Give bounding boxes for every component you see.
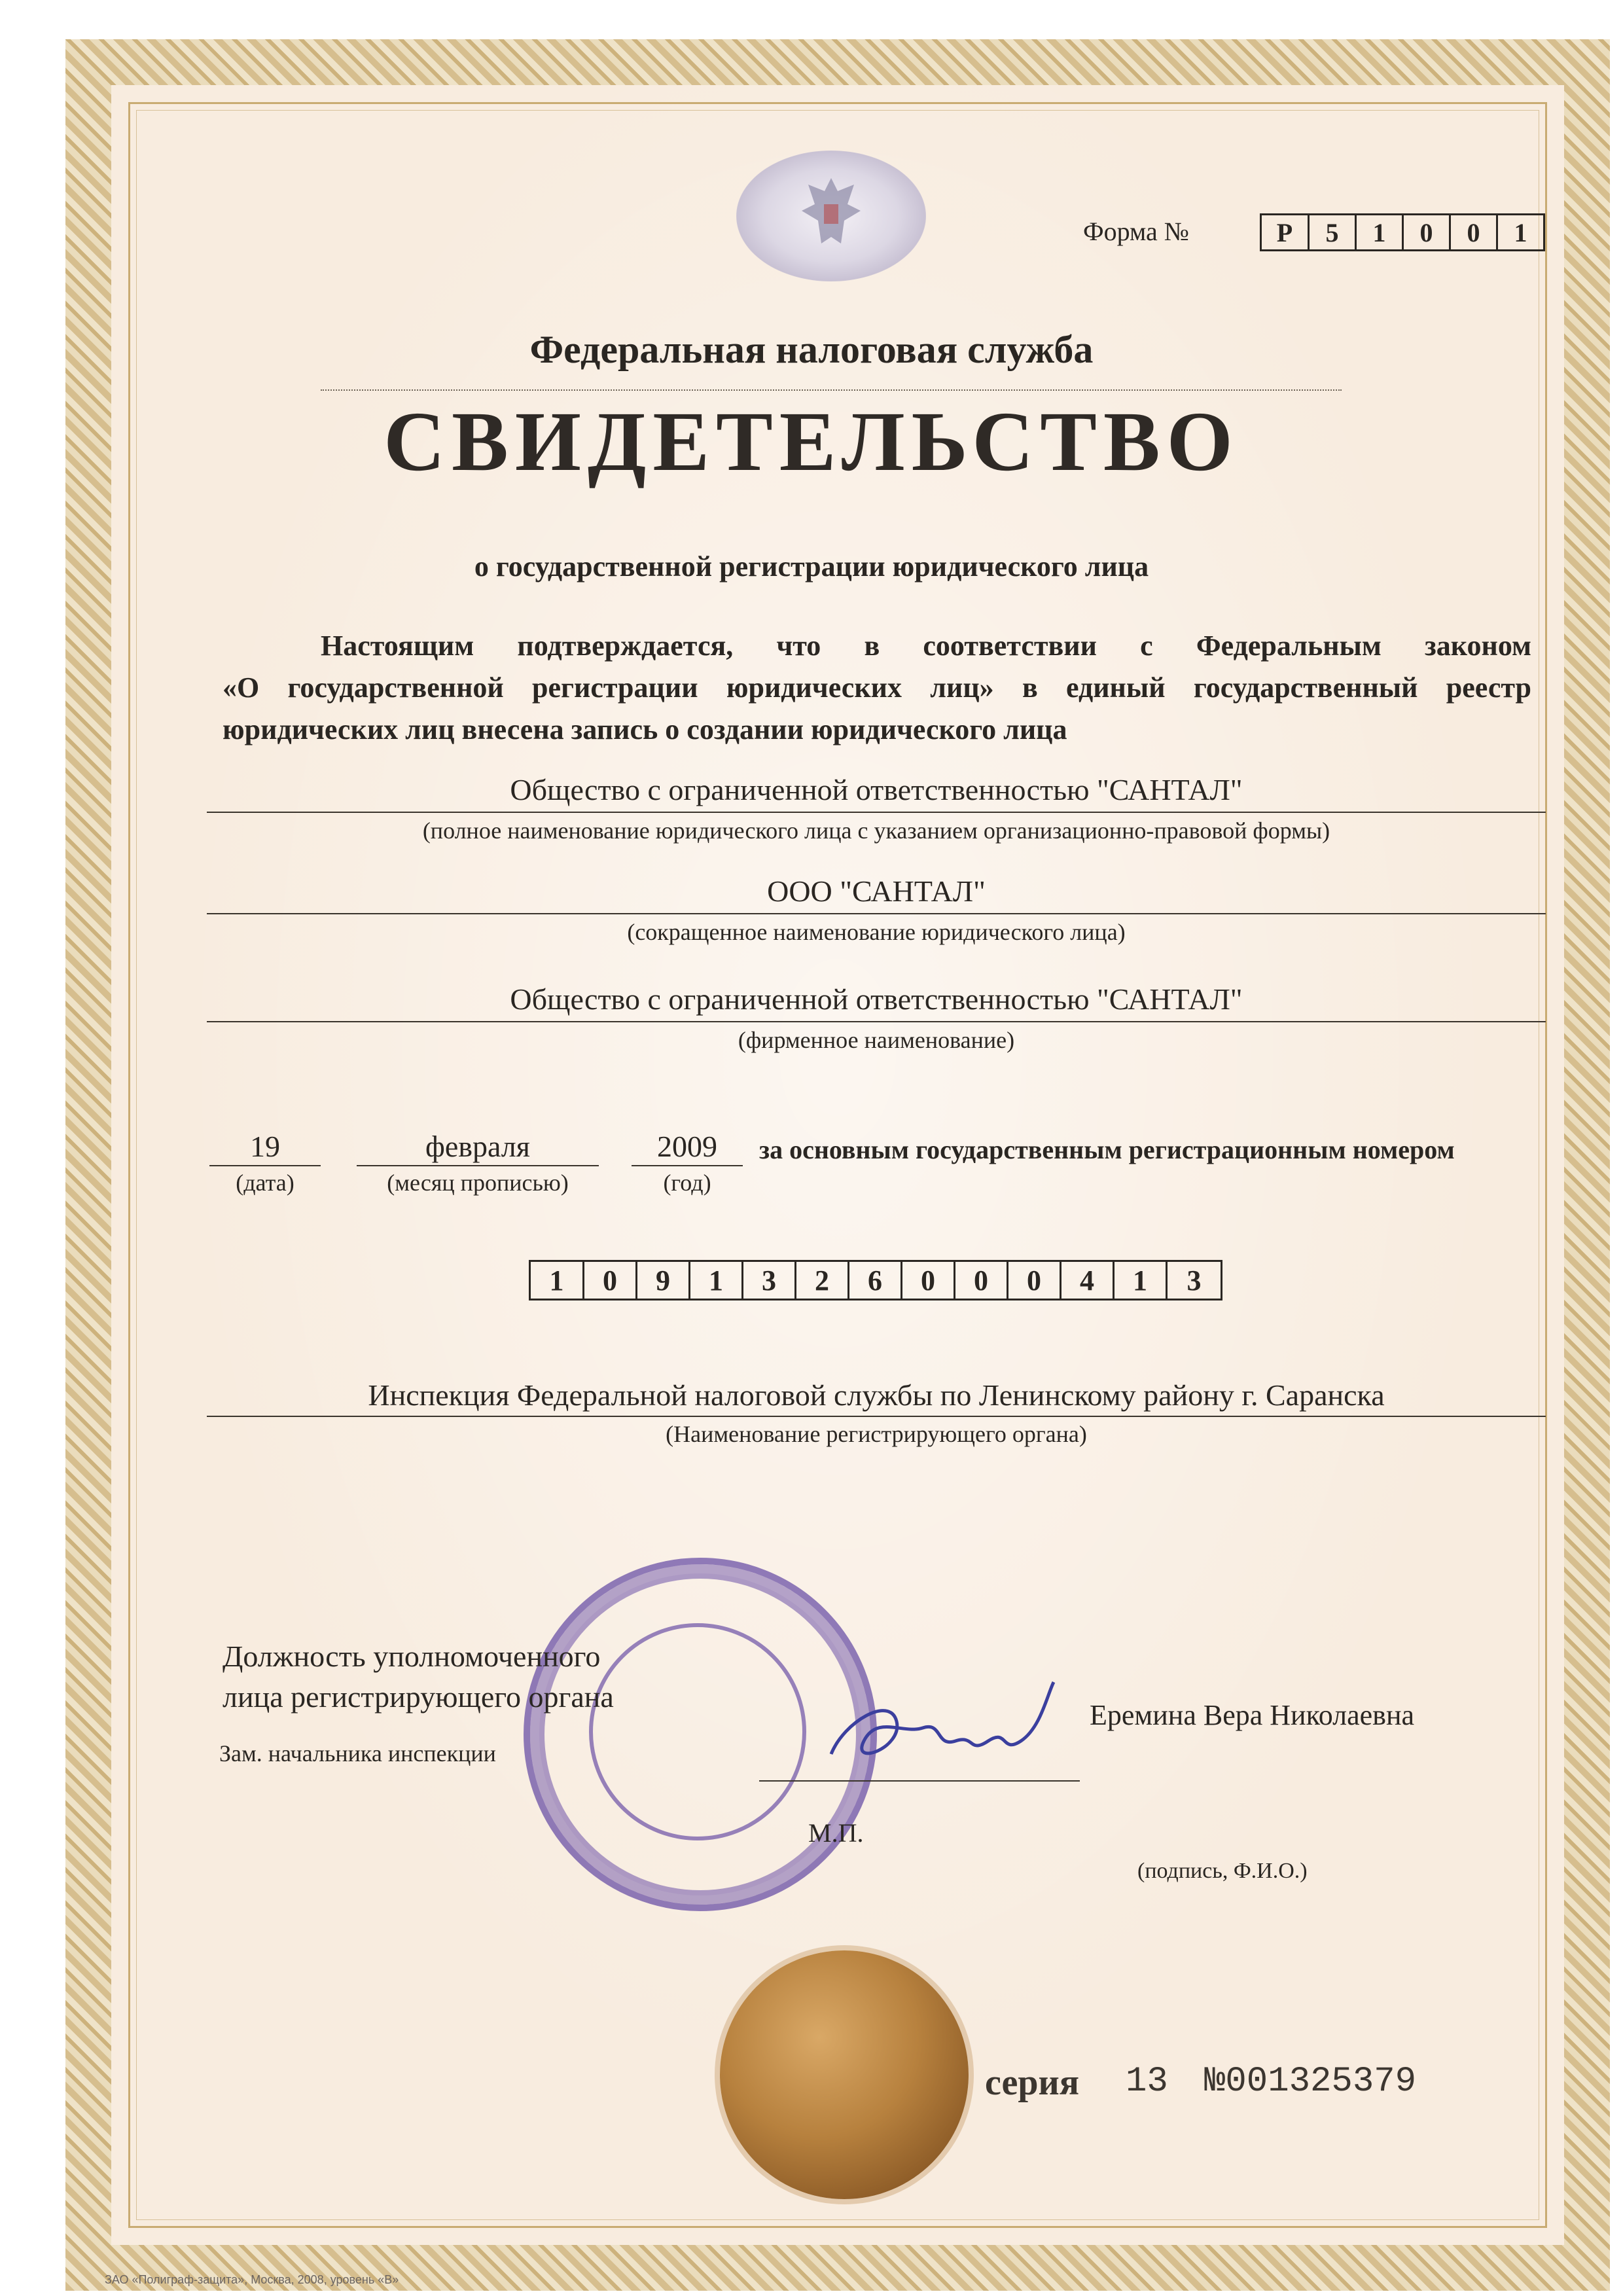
form-code-cell: 0	[1451, 215, 1498, 249]
authority-caption: (Наименование регистрирующего органа)	[666, 1421, 1087, 1447]
ogrn-digit: 0	[902, 1262, 955, 1299]
ogrn-digit: 0	[584, 1262, 637, 1299]
statement-line-3: юридических лиц внесена запись о создании юридического лица	[223, 713, 1067, 745]
ogrn-digit: 0	[955, 1262, 1008, 1299]
agency-underline	[321, 389, 1342, 391]
ogrn-boxes	[529, 1260, 1222, 1300]
reg-month-caption: (месяц прописью)	[387, 1170, 569, 1196]
authority-line	[207, 1416, 1546, 1417]
series-label: серия	[985, 2062, 1080, 2103]
series-number: №001325379	[1204, 2062, 1417, 2102]
certificate-title: СВИДЕТЕЛЬСТВО	[383, 395, 1240, 489]
printer-imprint: ЗАО «Полиграф-защита», Москва, 2008, уровень «В»	[105, 2273, 399, 2286]
ogrn-digit: 6	[849, 1262, 902, 1299]
form-code-cell: Р	[1262, 215, 1310, 249]
reg-day-line	[209, 1165, 321, 1166]
certificate-subtitle: о государственной регистрации юридического лица	[474, 550, 1149, 583]
position-value: Зам. начальника инспекции	[219, 1740, 496, 1767]
authority-name: Инспекция Федеральной налоговой службы по Ленинскому району г. Саранска	[368, 1378, 1385, 1412]
form-code-cell: 5	[1310, 215, 1357, 249]
firm-name-caption: (фирменное наименование)	[738, 1027, 1015, 1053]
form-code-boxes	[1260, 213, 1545, 251]
full-name-caption: (полное наименование юридического лица с указанием организационно-правовой формы)	[422, 817, 1330, 844]
reg-month: февраля	[425, 1130, 530, 1163]
reg-day: 19	[250, 1130, 280, 1163]
reg-year-caption: (год)	[663, 1170, 711, 1196]
position-label-2: лица регистрирующего органа	[223, 1680, 614, 1713]
reg-month-line	[357, 1165, 599, 1166]
ogrn-digit: 1	[690, 1262, 743, 1299]
form-code-cell: 1	[1357, 215, 1404, 249]
signature-icon	[792, 1643, 1119, 1800]
position-label-1: Должность уполномоченного	[223, 1640, 601, 1673]
statement-line-2: «О государственной регистрации юридических лиц» в единый государственный реестр	[223, 672, 1531, 704]
firm-name-value: Общество с ограниченной ответственностью "САНТАЛ"	[510, 982, 1243, 1016]
ogrn-digit: 3	[743, 1262, 796, 1299]
form-code-cell: 0	[1404, 215, 1451, 249]
ogrn-digit: 2	[796, 1262, 849, 1299]
ogrn-digit: 4	[1061, 1262, 1115, 1299]
ogrn-digit: 1	[531, 1262, 584, 1299]
reg-day-caption: (дата)	[236, 1170, 294, 1196]
stamp-eagle-icon	[589, 1623, 806, 1840]
gold-seal-icon	[720, 1950, 969, 2199]
signature-caption: (подпись, Ф.И.О.)	[1137, 1859, 1308, 1883]
full-name-value: Общество с ограниченной ответственностью "САНТАЛ"	[510, 773, 1243, 806]
mp-label: М.П.	[808, 1818, 864, 1848]
statement-line-1: Настоящим подтверждается, что в соответствии с Федеральным законом	[321, 630, 1531, 662]
reg-year: 2009	[657, 1130, 717, 1163]
series-value: 13	[1126, 2062, 1168, 2102]
firm-name-line	[207, 1021, 1546, 1022]
signature-line	[759, 1780, 1080, 1782]
agency-name: Федеральная налоговая служба	[529, 328, 1094, 371]
reg-year-line	[632, 1165, 743, 1166]
short-name-caption: (сокращенное наименование юридического лица)	[627, 919, 1126, 945]
double-headed-eagle-icon	[795, 171, 867, 257]
ogrn-digit: 0	[1008, 1262, 1061, 1299]
ogrn-digit: 9	[637, 1262, 690, 1299]
form-code-cell: 1	[1514, 217, 1527, 247]
form-label: Форма №	[1083, 217, 1189, 246]
full-name-line	[207, 812, 1546, 813]
ogrn-digit: 1	[1115, 1262, 1168, 1299]
short-name-line	[207, 913, 1546, 914]
ogrn-digit: 3	[1186, 1264, 1202, 1297]
short-name-value: ООО "САНТАЛ"	[767, 874, 986, 908]
signatory-name: Еремина Вера Николаевна	[1090, 1699, 1415, 1731]
ogrn-label: за основным государственным регистрационным номером	[759, 1135, 1455, 1164]
